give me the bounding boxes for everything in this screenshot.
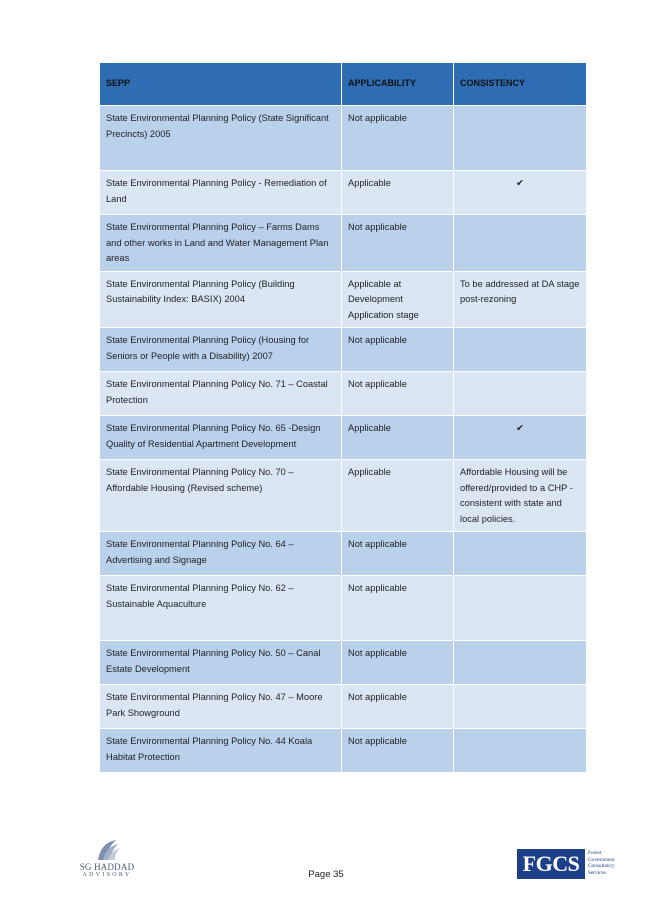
cell-applicability: Not applicable bbox=[342, 685, 454, 729]
table-row bbox=[100, 171, 587, 215]
cell-applicability: Applicable at Development Application stage bbox=[342, 271, 454, 328]
cell-sepp: State Environmental Planning Policy - Remediation of Land bbox=[100, 171, 342, 215]
fgcs-line: Government bbox=[588, 856, 615, 863]
table-row bbox=[100, 106, 587, 171]
sg-haddad-name: SG HADDAD bbox=[79, 862, 135, 872]
page-number: Page 35 bbox=[308, 869, 344, 880]
header-consistency: CONSISTENCY bbox=[454, 63, 587, 106]
cell-sepp: State Environmental Planning Policy (Housing for Seniors or People with a Disability) 2007 bbox=[100, 328, 342, 372]
cell-consistency: To be addressed at DA stage post-rezoning bbox=[454, 271, 587, 328]
cell-consistency bbox=[454, 532, 587, 576]
cell-consistency bbox=[454, 372, 587, 416]
table-row bbox=[100, 416, 587, 460]
table-row bbox=[100, 328, 587, 372]
fgcs-line: Services bbox=[588, 869, 606, 876]
table-row bbox=[100, 685, 587, 729]
table-row bbox=[100, 460, 587, 532]
cell-sepp: State Environmental Planning Policy No. 44 Koala Habitat Protection bbox=[100, 729, 342, 773]
cell-consistency bbox=[454, 729, 587, 773]
table-row bbox=[100, 532, 587, 576]
cell-applicability: Applicable bbox=[342, 416, 454, 460]
cell-sepp: State Environmental Planning Policy – Farms Dams and other works in Land and Water Management Plan areas bbox=[100, 215, 342, 272]
cell-consistency bbox=[454, 328, 587, 372]
cell-consistency bbox=[454, 685, 587, 729]
table-row bbox=[100, 641, 587, 685]
table-row bbox=[100, 576, 587, 641]
cell-applicability: Not applicable bbox=[342, 106, 454, 171]
cell-applicability: Applicable bbox=[342, 171, 454, 215]
cell-sepp: State Environmental Planning Policy No. 70 – Affordable Housing (Revised scheme) bbox=[100, 460, 342, 532]
fgcs-line: Consultancy bbox=[588, 863, 615, 870]
cell-sepp: State Environmental Planning Policy No. 62 – Sustainable Aquaculture bbox=[100, 576, 342, 641]
cell-applicability: Not applicable bbox=[342, 729, 454, 773]
cell-sepp: State Environmental Planning Policy No. 65 -Design Quality of Residential Apartment Development bbox=[100, 416, 342, 460]
cell-consistency bbox=[454, 106, 587, 171]
cell-sepp: State Environmental Planning Policy No. 64 – Advertising and Signage bbox=[100, 532, 342, 576]
table-row bbox=[100, 271, 587, 328]
header-sepp: SEPP bbox=[100, 63, 342, 106]
cell-applicability: Not applicable bbox=[342, 532, 454, 576]
cell-consistency bbox=[454, 576, 587, 641]
cell-consistency: Affordable Housing will be offered/provided to a CHP - consistent with state and local policies. bbox=[454, 460, 587, 532]
cell-applicability: Not applicable bbox=[342, 328, 454, 372]
fgcs-line: Forest bbox=[588, 850, 602, 856]
cell-sepp: State Environmental Planning Policy No. 50 – Canal Estate Development bbox=[100, 641, 342, 685]
cell-consistency bbox=[454, 215, 587, 272]
cell-applicability: Not applicable bbox=[342, 641, 454, 685]
table-row bbox=[100, 729, 587, 773]
fgcs-logo: FGCS bbox=[517, 849, 585, 879]
cell-applicability: Applicable bbox=[342, 460, 454, 532]
fgcs-logo-text bbox=[588, 850, 638, 876]
checkmark-icon: ✔ bbox=[454, 416, 587, 460]
cell-applicability: Not applicable bbox=[342, 372, 454, 416]
header-applicability: APPLICABILITY bbox=[342, 63, 454, 106]
cell-sepp: State Environmental Planning Policy No. 71 – Coastal Protection bbox=[100, 372, 342, 416]
cell-applicability: Not applicable bbox=[342, 576, 454, 641]
sg-haddad-sub: ADVISORY bbox=[82, 872, 132, 878]
cell-sepp: State Environmental Planning Policy (State Significant Precincts) 2005 bbox=[100, 106, 342, 171]
table-row bbox=[100, 372, 587, 416]
cell-sepp: State Environmental Planning Policy No. 47 – Moore Park Showground bbox=[100, 685, 342, 729]
cell-applicability: Not applicable bbox=[342, 215, 454, 272]
cell-consistency bbox=[454, 641, 587, 685]
table-header-row bbox=[100, 63, 587, 106]
checkmark-icon: ✔ bbox=[454, 171, 587, 215]
cell-sepp: State Environmental Planning Policy (Building Sustainability Index: BASIX) 2004 bbox=[100, 271, 342, 328]
table-row bbox=[100, 215, 587, 272]
sepp-table bbox=[99, 62, 587, 773]
